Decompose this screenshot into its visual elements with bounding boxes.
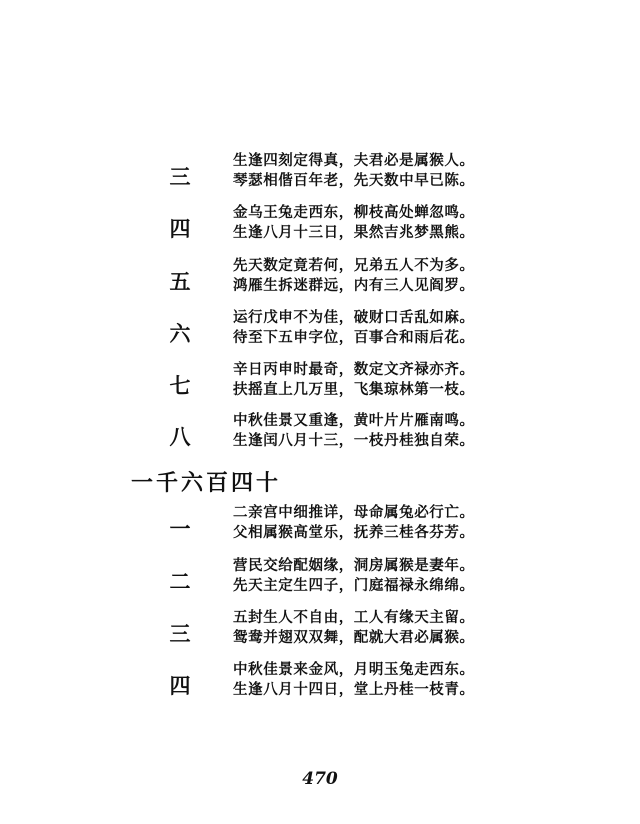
verse-number: 二: [169, 569, 191, 594]
verse-line: 五封生人不自由，工人有缘天主留。: [233, 609, 475, 626]
verse-entry: [0, 257, 640, 307]
verse-line: 鸳鸯并翅双双舞，配就大君必属猴。: [233, 629, 475, 646]
verse-line: 生逢八月十三日，果然吉兆梦黑熊。: [233, 224, 475, 241]
verse-number: 三: [169, 164, 191, 189]
verse-line: 二亲宫中细推详，母命属兔必行亡。: [233, 504, 475, 521]
verse-number: 五: [169, 269, 191, 294]
verse-line: 琴瑟相偕百年老，先天数中早已陈。: [233, 172, 475, 189]
verse-number: 一: [169, 516, 191, 541]
verse-line: 先天主定生四子，门庭福禄永绵绵。: [233, 577, 475, 594]
verse-line: 扶摇直上几万里，飞集琼林第一枝。: [233, 381, 475, 398]
verse-entry: [0, 309, 640, 359]
verse-line: 父相属猴高堂乐，抚养三桂各芬芳。: [233, 524, 475, 541]
verse-line: 生逢四刻定得真，夫君必是属猴人。: [233, 152, 475, 169]
verse-number: 七: [169, 373, 191, 398]
verse-line: 中秋佳景又重逢，黄叶片片雁南鸣。: [233, 412, 475, 429]
verse-line: 鸿雁生拆迷群远，内有三人见阎罗。: [233, 277, 475, 294]
verse-line: 辛日丙申时最奇，数定文齐禄亦齐。: [233, 361, 475, 378]
verse-number: 六: [169, 321, 191, 346]
verse-number: 四: [169, 673, 191, 698]
verse-entry: [0, 204, 640, 254]
verse-line: 营民交给配姻缘，洞房属猴是妻年。: [233, 557, 475, 574]
verse-line: 先天数定竟若何，兄弟五人不为多。: [233, 257, 475, 274]
verse-entry: [0, 361, 640, 411]
verse-line: 待至下五申字位，百事合和雨后花。: [233, 329, 475, 346]
verse-line: 生逢八月十四日，堂上丹桂一枝青。: [233, 681, 475, 698]
verse-number: 四: [169, 216, 191, 241]
verse-line: 生逢闰八月十三，一枝丹桂独自荣。: [233, 432, 475, 449]
verse-line: 中秋佳景来金风，月明玉兔走西东。: [233, 661, 475, 678]
verse-entry: [0, 661, 640, 711]
verse-number: 三: [169, 621, 191, 646]
verse-entry: [0, 609, 640, 659]
verse-entry: [0, 504, 640, 554]
verse-line: 运行戊申不为佳，破财口舌乱如麻。: [233, 309, 475, 326]
verse-entry: [0, 557, 640, 607]
verse-number: 八: [169, 424, 191, 449]
page-number: 470: [302, 769, 338, 789]
section-heading: 一千六百四十: [131, 470, 282, 496]
verse-entry: [0, 412, 640, 462]
verse-line: 金乌王兔走西东，柳枝高处蝉忽鸣。: [233, 204, 475, 221]
verse-entry: [0, 152, 640, 202]
